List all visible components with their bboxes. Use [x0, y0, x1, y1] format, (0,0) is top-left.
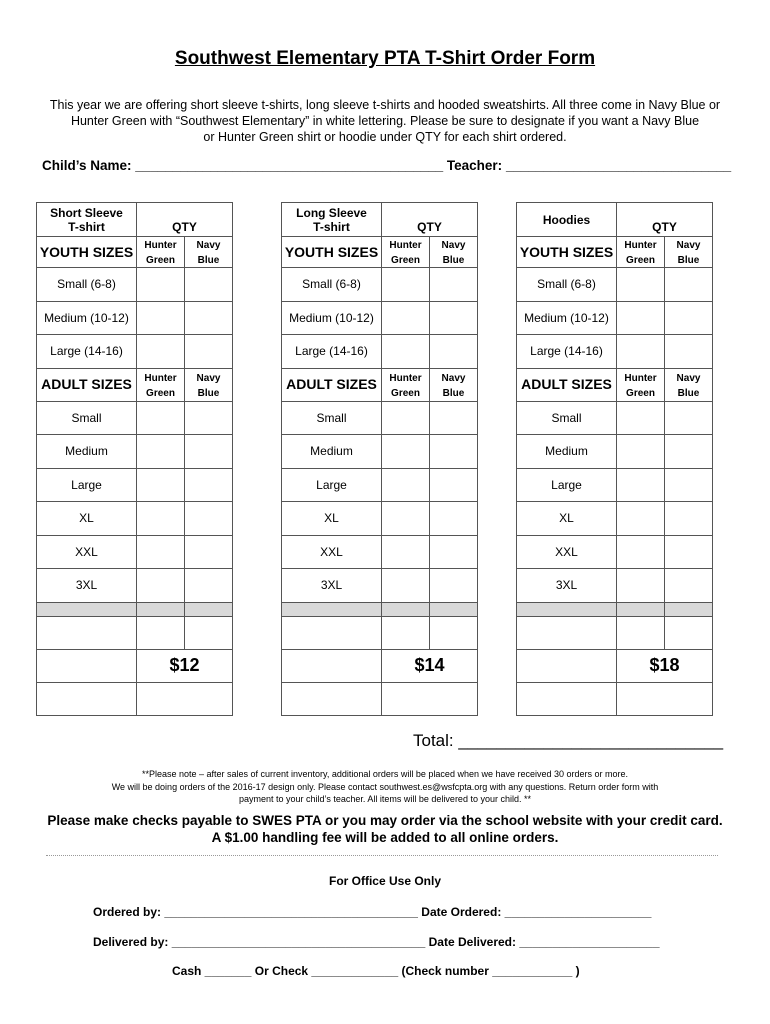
hunter-green-header: [137, 237, 185, 268]
qty-label: QTY: [417, 220, 442, 234]
hunter-green-header: [617, 368, 665, 401]
size-label: Medium: [517, 435, 617, 469]
qty-hunter-green-input[interactable]: [617, 569, 665, 603]
qty-hunter-green-input[interactable]: [137, 468, 185, 502]
size-label: Small: [517, 401, 617, 435]
qty-navy-blue-input[interactable]: [665, 535, 713, 569]
price-amount: $14: [414, 654, 445, 675]
size-label: 3XL: [282, 569, 382, 603]
intro-line: or Hunter Green shirt or hoodie under QTY for each shirt ordered.: [203, 130, 567, 144]
separator-cell: [382, 602, 430, 616]
order-table-0: [36, 202, 233, 716]
table-heading: [517, 203, 617, 237]
separator-cell: [430, 602, 478, 616]
hunter-green-label: Hunter Green: [144, 240, 177, 266]
youth-sizes-header: [517, 237, 617, 268]
divider: [46, 855, 718, 856]
size-label: Small (6-8): [282, 268, 382, 302]
qty-hunter-green-input[interactable]: [617, 468, 665, 502]
table-heading: [282, 203, 382, 237]
size-label: Medium (10-12): [282, 301, 382, 335]
qty-hunter-green-input[interactable]: [617, 502, 665, 536]
ordered-by-line[interactable]: Ordered by: ______________________________________ Date Ordered: ______________________: [93, 905, 652, 919]
total-price-label: [282, 682, 382, 715]
total-navy-blue-input[interactable]: [665, 616, 713, 649]
youth-sizes-label: YOUTH SIZES: [519, 243, 614, 260]
price-per-label: [517, 649, 617, 682]
qty-hunter-green-input[interactable]: [137, 268, 185, 302]
qty-hunter-green-input[interactable]: [382, 502, 430, 536]
qty-hunter-green-input[interactable]: [617, 268, 665, 302]
qty-hunter-green-input[interactable]: [137, 502, 185, 536]
adult-sizes-label: ADULT SIZES: [521, 376, 612, 392]
table-heading-label: Hoodies: [542, 212, 591, 227]
separator-cell: [137, 602, 185, 616]
qty-hunter-green-input[interactable]: [137, 401, 185, 435]
total-navy-blue-input[interactable]: [185, 616, 233, 649]
hunter-green-label: Hunter Green: [624, 372, 657, 399]
hunter-green-header: [382, 237, 430, 268]
teacher-field[interactable]: ______________________________: [505, 158, 732, 173]
qty-hunter-green-input[interactable]: [137, 301, 185, 335]
qty-navy-blue-input[interactable]: [430, 535, 478, 569]
order-table-1: [281, 202, 478, 716]
qty-navy-blue-input[interactable]: [430, 335, 478, 369]
separator-cell: [185, 602, 233, 616]
payment-instructions: [20, 812, 750, 846]
hunter-green-label: Hunter Green: [389, 372, 422, 399]
hunter-green-label: Hunter Green: [624, 240, 657, 266]
size-label: Large (14-16): [282, 335, 382, 369]
hunter-green-header: [137, 368, 185, 401]
qty-hunter-green-input[interactable]: [137, 335, 185, 369]
size-label: Small: [282, 401, 382, 435]
navy-blue-label: Navy Blue: [441, 372, 466, 399]
qty-navy-blue-input[interactable]: [665, 569, 713, 603]
payment-line: A $1.00 handling fee will be added to all online orders.: [211, 830, 559, 845]
youth-sizes-label: YOUTH SIZES: [284, 243, 379, 260]
note-line: We will be doing orders of the 2016-17 design only. Please contact southwest.es@wsfcpta.org with any questions. Return order form with: [111, 781, 659, 792]
size-label: 3XL: [37, 569, 137, 603]
qty-hunter-green-input[interactable]: [617, 401, 665, 435]
hunter-green-header: [617, 237, 665, 268]
form-title: Southwest Elementary PTA T-Shirt Order Form: [174, 48, 596, 69]
adult-sizes-header: [37, 368, 137, 401]
separator-cell: [282, 602, 382, 616]
size-label: Large: [282, 468, 382, 502]
adult-sizes-header: [517, 368, 617, 401]
adult-sizes-label: ADULT SIZES: [286, 376, 377, 392]
qty-header: [382, 203, 478, 237]
qty-hunter-green-input[interactable]: [382, 301, 430, 335]
qty-navy-blue-input[interactable]: [185, 435, 233, 469]
size-label: 3XL: [517, 569, 617, 603]
qty-hunter-green-input[interactable]: [617, 535, 665, 569]
qty-navy-blue-input[interactable]: [185, 301, 233, 335]
total-ordered-label: [282, 616, 382, 649]
size-label: XXL: [517, 535, 617, 569]
qty-navy-blue-input[interactable]: [665, 268, 713, 302]
child-name-field[interactable]: _________________________________________: [135, 158, 444, 173]
size-label: Large (14-16): [37, 335, 137, 369]
qty-navy-blue-input[interactable]: [185, 502, 233, 536]
size-label: Large: [517, 468, 617, 502]
adult-sizes-header: [282, 368, 382, 401]
delivered-by-line[interactable]: Delivered by: ______________________________________ Date Delivered: _____________________: [93, 935, 660, 949]
navy-blue-header: [665, 237, 713, 268]
navy-blue-header: [430, 237, 478, 268]
qty-hunter-green-input[interactable]: [382, 468, 430, 502]
qty-hunter-green-input[interactable]: [382, 535, 430, 569]
intro-paragraph: [20, 97, 750, 145]
qty-label: QTY: [652, 220, 677, 234]
teacher-label: Teacher:: [446, 158, 503, 173]
qty-hunter-green-input[interactable]: [617, 435, 665, 469]
navy-blue-label: Navy Blue: [441, 240, 466, 266]
qty-navy-blue-input[interactable]: [185, 468, 233, 502]
qty-navy-blue-input[interactable]: [665, 502, 713, 536]
qty-navy-blue-input[interactable]: [430, 268, 478, 302]
size-label: Small (6-8): [517, 268, 617, 302]
qty-navy-blue-input[interactable]: [665, 301, 713, 335]
size-label: Medium: [37, 435, 137, 469]
navy-blue-label: Navy Blue: [676, 240, 701, 266]
price-per-label: [282, 649, 382, 682]
intro-line: Hunter Green with “Southwest Elementary” in white lettering. Please be sure to designate if you want a Navy Blue: [70, 114, 700, 128]
child-name-label: Child’s Name:: [42, 158, 132, 173]
qty-hunter-green-input[interactable]: [137, 569, 185, 603]
navy-blue-label: Navy Blue: [196, 240, 221, 266]
qty-navy-blue-input[interactable]: [185, 335, 233, 369]
total-price-label: [517, 682, 617, 715]
total-price-input[interactable]: [617, 682, 713, 715]
child-teacher-line: [42, 158, 731, 173]
total-hunter-green-input[interactable]: [382, 616, 430, 649]
qty-navy-blue-input[interactable]: [185, 535, 233, 569]
payment-method-line[interactable]: Cash _______ Or Check _____________ (Check number ____________ ): [172, 964, 580, 978]
price-amount: $12: [169, 654, 200, 675]
qty-hunter-green-input[interactable]: [382, 435, 430, 469]
price-value: [382, 649, 478, 682]
separator-cell: [665, 602, 713, 616]
qty-hunter-green-input[interactable]: [137, 435, 185, 469]
total-ordered-label: [517, 616, 617, 649]
qty-navy-blue-input[interactable]: [430, 502, 478, 536]
separator-cell: [617, 602, 665, 616]
navy-blue-header: [185, 237, 233, 268]
hunter-green-label: Hunter Green: [144, 372, 177, 399]
total-hunter-green-input[interactable]: [137, 616, 185, 649]
size-label: Medium (10-12): [37, 301, 137, 335]
total-ordered-label: [37, 616, 137, 649]
navy-blue-header: [430, 368, 478, 401]
size-label: Medium (10-12): [517, 301, 617, 335]
note-line: payment to your child’s teacher. All items will be delivered to your child. **: [239, 794, 531, 804]
table-heading: [37, 203, 137, 237]
price-per-label: [37, 649, 137, 682]
adult-sizes-label: ADULT SIZES: [41, 376, 132, 392]
intro-line: This year we are offering short sleeve t-shirts, long sleeve t-shirts and hooded sweatshirts. All three come in Navy Blue or: [49, 98, 721, 112]
total-hunter-green-input[interactable]: [617, 616, 665, 649]
qty-navy-blue-input[interactable]: [665, 435, 713, 469]
qty-navy-blue-input[interactable]: [430, 301, 478, 335]
size-label: XXL: [37, 535, 137, 569]
qty-hunter-green-input[interactable]: [382, 401, 430, 435]
youth-sizes-header: [37, 237, 137, 268]
qty-navy-blue-input[interactable]: [665, 401, 713, 435]
qty-header: [617, 203, 713, 237]
navy-blue-label: Navy Blue: [196, 372, 221, 399]
table-heading-label: Long Sleeve T-shirt: [296, 205, 367, 234]
qty-hunter-green-input[interactable]: [617, 335, 665, 369]
note-line: **Please note – after sales of current inventory, additional orders will be placed when we have received 30 orders or more.: [141, 769, 629, 779]
total-price-label: [37, 682, 137, 715]
separator-cell: [517, 602, 617, 616]
qty-navy-blue-input[interactable]: [185, 401, 233, 435]
size-label: Large: [37, 468, 137, 502]
total-navy-blue-input[interactable]: [430, 616, 478, 649]
price-value: [137, 649, 233, 682]
office-use-title: For Office Use Only: [328, 874, 442, 888]
qty-hunter-green-input[interactable]: [137, 535, 185, 569]
table-heading-label: Short Sleeve T-shirt: [50, 205, 123, 234]
qty-label: QTY: [172, 220, 197, 234]
size-label: Small (6-8): [37, 268, 137, 302]
separator-cell: [37, 602, 137, 616]
hunter-green-label: Hunter Green: [389, 240, 422, 266]
payment-line: Please make checks payable to SWES PTA or you may order via the school website with your credit card.: [47, 813, 723, 828]
qty-navy-blue-input[interactable]: [430, 569, 478, 603]
note: [40, 768, 730, 806]
qty-navy-blue-input[interactable]: [185, 569, 233, 603]
navy-blue-label: Navy Blue: [676, 372, 701, 399]
qty-navy-blue-input[interactable]: [665, 335, 713, 369]
price-amount: $18: [649, 654, 680, 675]
navy-blue-header: [185, 368, 233, 401]
grand-total[interactable]: Total: ____________________________: [413, 731, 724, 750]
youth-sizes-label: YOUTH SIZES: [39, 243, 134, 260]
size-label: XL: [517, 502, 617, 536]
qty-navy-blue-input[interactable]: [430, 435, 478, 469]
qty-navy-blue-input[interactable]: [430, 401, 478, 435]
size-label: Small: [37, 401, 137, 435]
qty-hunter-green-input[interactable]: [382, 335, 430, 369]
youth-sizes-header: [282, 237, 382, 268]
size-label: Medium: [282, 435, 382, 469]
price-value: [617, 649, 713, 682]
size-label: XL: [282, 502, 382, 536]
hunter-green-header: [382, 368, 430, 401]
size-label: XL: [37, 502, 137, 536]
qty-hunter-green-input[interactable]: [382, 268, 430, 302]
size-label: XXL: [282, 535, 382, 569]
navy-blue-header: [665, 368, 713, 401]
order-table-2: [516, 202, 713, 716]
qty-navy-blue-input[interactable]: [665, 468, 713, 502]
qty-header: [137, 203, 233, 237]
qty-navy-blue-input[interactable]: [430, 468, 478, 502]
size-label: Large (14-16): [517, 335, 617, 369]
total-price-input[interactable]: [382, 682, 478, 715]
qty-navy-blue-input[interactable]: [185, 268, 233, 302]
total-price-input[interactable]: [137, 682, 233, 715]
qty-hunter-green-input[interactable]: [617, 301, 665, 335]
qty-hunter-green-input[interactable]: [382, 569, 430, 603]
